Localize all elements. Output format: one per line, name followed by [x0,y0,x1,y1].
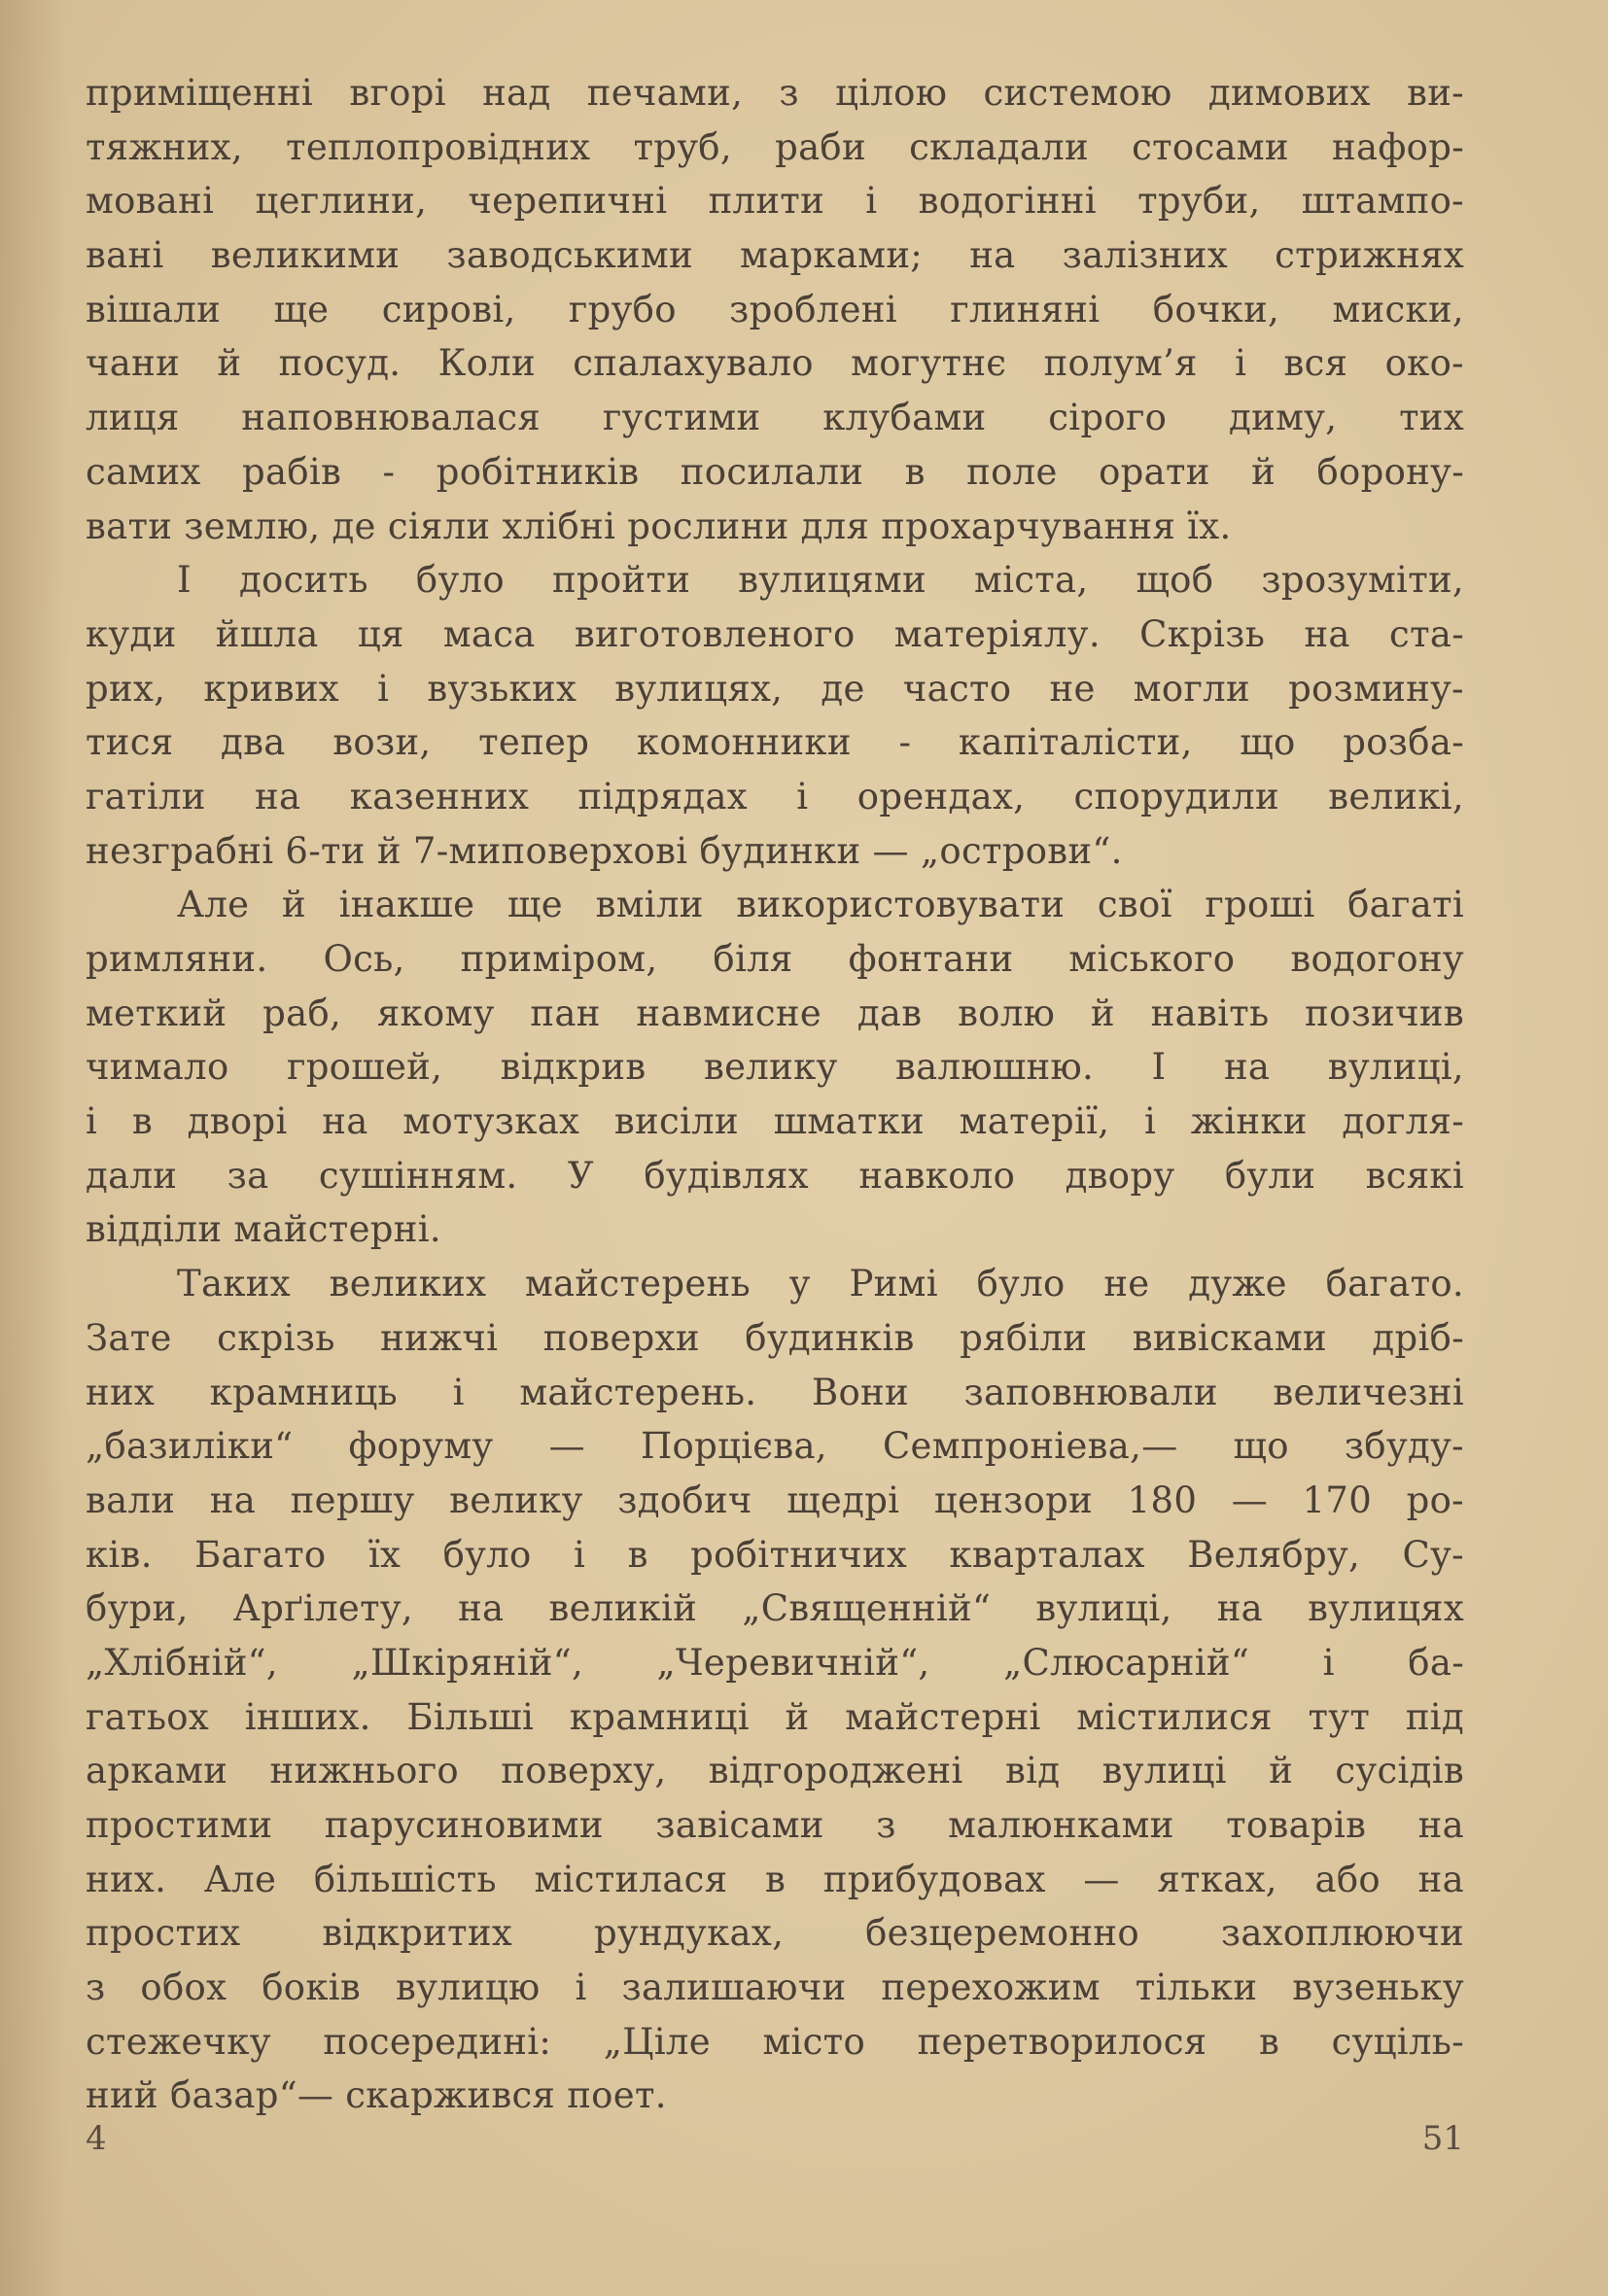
text-line: них крамниць і майстерень. Вони заповнювали величезні [86,1371,1464,1413]
text-line: „Хлібній“, „Шкіряній“, „Черевичній“, „Слюсарній“ і ба- [86,1641,1464,1684]
text-line: незграбні 6-ти й 7-миповерхові будинки — „острови“. [86,829,1123,872]
text-line: приміщенні вгорі над печами, з цілою системою димових ви- [86,72,1464,114]
text-line: простих відкритих рундуках, безцеремонно захоплюючи [86,1912,1464,1955]
text-line: гатіли на казенних підрядах і орендах, спорудили великі, [86,775,1464,818]
text-line: Зате скрізь нижчі поверхи будинків рябіли вивісками дріб- [86,1316,1464,1359]
text-line: куди йшла ця маса виготовленого матеріялу. Скрізь на ста- [86,612,1464,655]
text-line: арками нижнього поверху, відгороджені від вулиці й сусідів [86,1750,1464,1792]
text-line: відділи майстерні. [86,1208,441,1251]
text-line: стежечку посередині: „Ціле місто перетворилося в суціль- [86,2020,1464,2063]
text-line: вішали ще сирові, грубо зроблені глиняні бочки, миски, [86,288,1464,330]
text-line: І досить було пройти вулицями міста, щоб зрозуміти, [177,559,1464,602]
text-line: вали на першу велику здобич щедрі цензори 180 — 170 ро- [86,1478,1464,1521]
text-line: самих рабів - робітників посилали в поле орати й борону- [86,450,1464,493]
text-line: Таких великих майстерень у Римі було не дуже багато. [177,1263,1464,1305]
text-line: „базиліки“ форуму — Порцієва, Семпроніева,— що збуду- [86,1425,1464,1468]
text-line: вати землю, де сіяли хлібні рослини для прохарчування їх. [86,504,1232,547]
text-line: них. Але більшість містилася в прибудовах — ятках, або на [86,1858,1464,1900]
text-line: чимало грошей, відкрив велику валюшню. І на вулиці, [86,1046,1464,1089]
text-line: лиця наповнювалася густими клубами сірого диму, тих [86,397,1464,439]
text-line: меткий раб, якому пан навмисне дав волю й навіть позичив [86,991,1464,1034]
text-line: дали за сушінням. У будівлях навколо двору були всякі [86,1154,1464,1197]
text-line: чани й посуд. Коли спалахувало могутнє полум’я і вся око- [86,342,1464,385]
page-number: 51 [1421,2119,1464,2158]
text-line: бури, Арґілету, на великій „Священній“ вулиці, на вулицях [86,1587,1464,1630]
text-line: і в дворі на мотузках висіли шматки матерії, і жінки догля- [86,1100,1464,1143]
text-line: вані великими заводськими марками; на залізних стрижнях [86,234,1464,277]
signature-mark: 4 [86,2119,107,2158]
text-line: з обох боків вулицю і залишаючи перехожим тільки вузеньку [86,1966,1464,2009]
text-line: тяжних, теплопровідних труб, раби складали стосами нафор- [86,125,1464,168]
text-line: ний базар“— скаржився поет. [86,2074,667,2117]
text-line: римляни. Ось, приміром, біля фонтани міського водогону [86,938,1464,980]
text-line: гатьох інших. Більші крамниці й майстерні містилися тут під [86,1695,1464,1738]
text-line: простими парусиновими завісами з малюнками товарів на [86,1804,1464,1846]
body-text [86,66,1464,2123]
text-line: тися два вози, тепер комонники - капіталісти, що розба- [86,721,1464,764]
text-line: мовані цеглини, черепичні плити і водогінні труби, штампо- [86,180,1464,223]
text-line: рих, кривих і вузьких вулицях, де часто не могли розмину- [86,667,1464,710]
text-line: Але й інакше ще вміли використовувати свої гроші багаті [177,884,1464,926]
text-line: ків. Багато їх було і в робітничих кварталах Велябру, Су- [86,1533,1464,1576]
